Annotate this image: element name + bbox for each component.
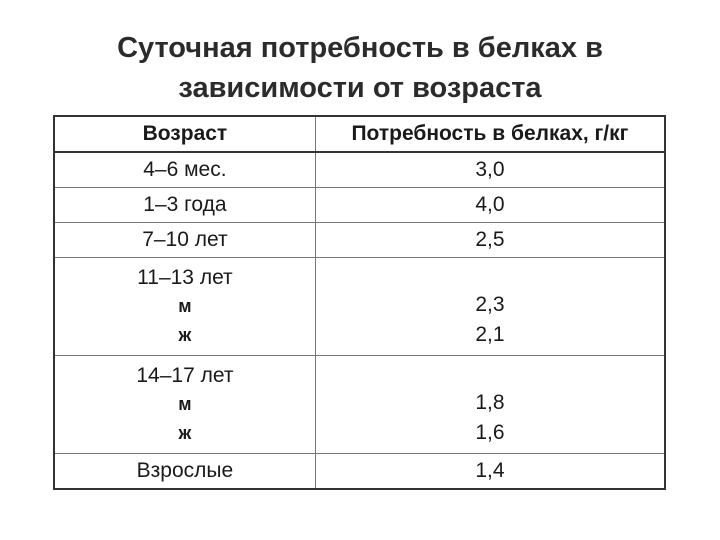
value-cell: 1,4 <box>315 454 665 490</box>
title-line-2: зависимости от возраста <box>178 72 542 104</box>
title-line-1: Суточная потребность в белках в <box>117 32 603 64</box>
age-cell: Взрослые <box>54 454 315 490</box>
header-age: Возраст <box>54 116 315 152</box>
sex-male-label: м <box>178 394 192 414</box>
age-range: 11–13 лет <box>137 266 233 289</box>
age-cell: 7–10 лет <box>54 223 315 258</box>
table-row <box>54 356 665 454</box>
page-title <box>0 28 720 108</box>
table-header-row <box>54 116 665 152</box>
age-cell: 4–6 мес. <box>54 152 315 188</box>
table-row <box>54 188 665 223</box>
table-row <box>54 223 665 258</box>
value-male: 1,8 <box>475 390 505 414</box>
value-female: 2,1 <box>475 322 505 346</box>
value-female: 1,6 <box>475 420 505 444</box>
sex-female-label: ж <box>178 423 192 443</box>
table-row <box>54 152 665 188</box>
value-male: 2,3 <box>475 292 505 316</box>
value-cell <box>315 356 665 454</box>
age-cell: 1–3 года <box>54 188 315 223</box>
header-protein-need: Потребность в белках, г/кг <box>315 116 665 152</box>
value-cell: 2,5 <box>315 223 665 258</box>
sex-male-label: м <box>178 296 192 316</box>
age-range: 14–17 лет <box>136 364 234 387</box>
value-cell <box>315 258 665 356</box>
age-cell <box>54 258 315 356</box>
table-row <box>54 454 665 490</box>
value-cell: 4,0 <box>315 188 665 223</box>
protein-requirement-table <box>53 115 666 490</box>
table-row <box>54 258 665 356</box>
sex-female-label: ж <box>178 325 192 345</box>
value-cell: 3,0 <box>315 152 665 188</box>
age-cell <box>54 356 315 454</box>
